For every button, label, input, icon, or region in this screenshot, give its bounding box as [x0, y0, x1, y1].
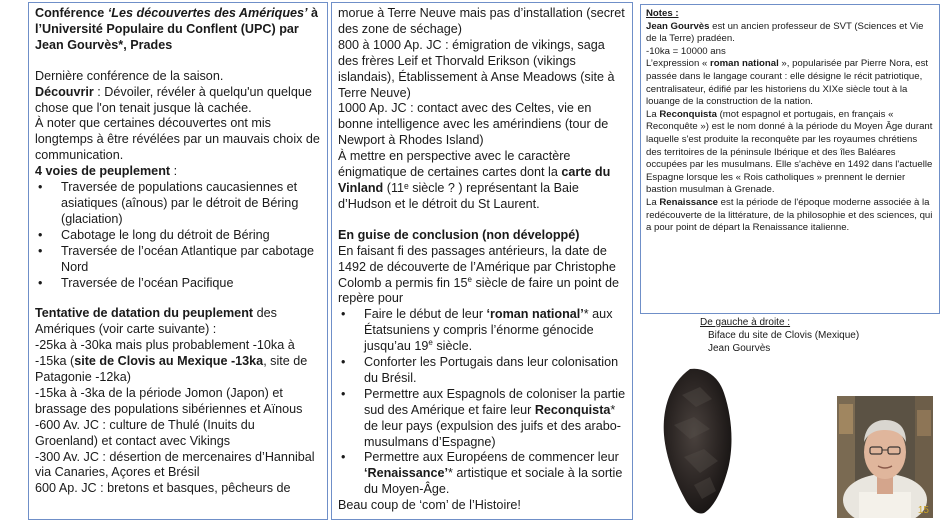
conclusion-text: En faisant fi des passages antérieurs, la date de 1492 de découverte de l’Amérique par Christophe Colomb a permis fin 15e siècle de faire un point de repère pour	[338, 243, 619, 306]
conclusion-heading: En guise de conclusion (non développé)	[338, 227, 580, 242]
caption-line: Jean Gourvès	[708, 343, 771, 354]
dating-line: morue à Terre Neuve mais pas d’installation (secret des zone de séchage)	[338, 6, 625, 36]
note-gourves: Jean Gourvès est un ancien professeur de SVT (Sciences et Vie de la Terre) pradéen.	[646, 20, 924, 45]
vinland-paragraph: À mettre en perspective avec le caractère énigmatique de certaines cartes dont la carte du Vinland (11ᵉ siècle ? ) représentant la Baie d’Hudson et le détroit du St Laurent.	[338, 149, 611, 211]
dating-line: 600 Ap. JC : bretons et basques, pêcheurs de	[35, 481, 291, 496]
list-item: • Permettre aux Européens de commencer leur ‘Renaissance’* artistique et sociale à la sortie du Moyen-Âge.	[338, 450, 626, 498]
note-roman-national: L’expression « roman national », popularisée par Pierre Nora, est passée dans le langage courant : elle désigne le récit patriotique, centralisateur, édifié par les historiens du XIXe siècle tout à la louange de la construction de la nation.	[646, 58, 929, 108]
ways-list	[35, 180, 321, 291]
dating-line: 1000 Ap. JC : contact avec des Celtes, vie en bonne intelligence avec les amérindiens (tour de Newport à Rhodes Island)	[338, 101, 609, 148]
caption-heading: De gauche à droite :	[700, 317, 791, 328]
conclusion-list	[338, 307, 626, 498]
dating-line: -25ka à -30ka mais plus probablement -10ka à -15ka (site de Clovis au Mexique -13ka, site de Patagonie -12ka)	[35, 338, 308, 385]
discover-definition: Découvrir : Dévoiler, révéler à quelqu'un quelque chose que l'on tenait jusque là cachée.	[35, 84, 312, 115]
jean-gourves-portrait	[837, 396, 933, 518]
ways-heading: 4 voies de peuplement :	[35, 164, 178, 179]
list-item: • Faire le début de leur ‘roman national’* aux Étatsuniens y compris l’énorme génocide jusqu’au 19e siècle.	[338, 307, 626, 355]
list-item: • Permettre aux Espagnols de coloniser la partie sud des Amérique et faire leur Reconquista* de leur pays (expulsion des juifs et des arabo-musulmans d’Espagne)	[338, 387, 626, 451]
column-middle	[331, 2, 633, 520]
dating-line: -15ka à -3ka de la période Jomon (Japon) et brassage des populations sibériennes et Aïnous	[35, 385, 303, 416]
dating-line: -300 Av. JC : désertion de mercenaires d’Hannibal via Canaries, Açores et Brésil	[35, 449, 315, 480]
clovis-biface-image	[660, 365, 736, 515]
list-item: • Traversée de populations caucasiennes et asiatiques (aînous) par le détroit de Béring (glaciation)	[35, 180, 321, 228]
dating-line: -600 Av. JC : culture de Thulé (Inuits du Groenland) et contact avec Vikings	[35, 417, 255, 448]
intro-text: Dernière conférence de la saison.	[35, 68, 224, 83]
image-caption	[700, 316, 859, 355]
note-ka: -10ka = 10000 ans	[646, 45, 726, 57]
caption-line: Biface du site de Clovis (Mexique)	[708, 330, 860, 341]
communication-note: À noter que certaines découvertes ont mis longtemps à être révélées par un mauvais choix de communication.	[35, 116, 320, 163]
list-item: • Traversée de l’océan Pacifique	[35, 276, 321, 292]
list-item: • Cabotage le long du détroit de Béring	[35, 228, 321, 244]
column-left	[28, 2, 328, 520]
note-renaissance: La Renaissance est la période de l'époque moderne associée à la redécouverte de la littérature, de la philosophie et des sciences, qui a pour point de départ la Renaissance italienne.	[646, 196, 933, 234]
list-item: • Traversée de l’océan Atlantique par cabotage Nord	[35, 244, 321, 276]
dating-line: 800 à 1000 Ap. JC : émigration de vikings, saga des frères Leif et Thorvald Erikson (vikings islandais), Établissement à Anse Meadows (site à Terre Neuve)	[338, 37, 615, 100]
closing-line: Beau coup de ‘com’ de l’Histoire!	[338, 498, 521, 513]
list-item: • Conforter les Portugais dans leur colonisation du Brésil.	[338, 355, 626, 387]
conference-title: Conférence ‘Les découvertes des Amériques’ à l’Université Populaire du Conflent (UPC) par Jean Gourvès*, Prades	[35, 6, 319, 52]
dating-heading: Tentative de datation du peuplement des Amériques (voir carte suivante) :	[35, 306, 277, 337]
note-reconquista: La Reconquista (mot espagnol et portugais, en français « Reconquête ») est le nom donné à la période du Moyen Âge durant laquelle s'est produite la reconquête par les royaumes chrétiens des territoires de la péninsule Ibérique et des îles Baléares occupées par les musulmans. Elle s'achève en 1492 dans l'actuelle Espagne lorsque les « Rois catholiques » prennent le dernier bastion musulman à Grenade.	[646, 108, 933, 196]
page-number: 15	[917, 505, 929, 516]
notes-title: Notes :	[646, 8, 679, 19]
notes-box	[640, 4, 940, 314]
portrait-image	[837, 396, 933, 518]
